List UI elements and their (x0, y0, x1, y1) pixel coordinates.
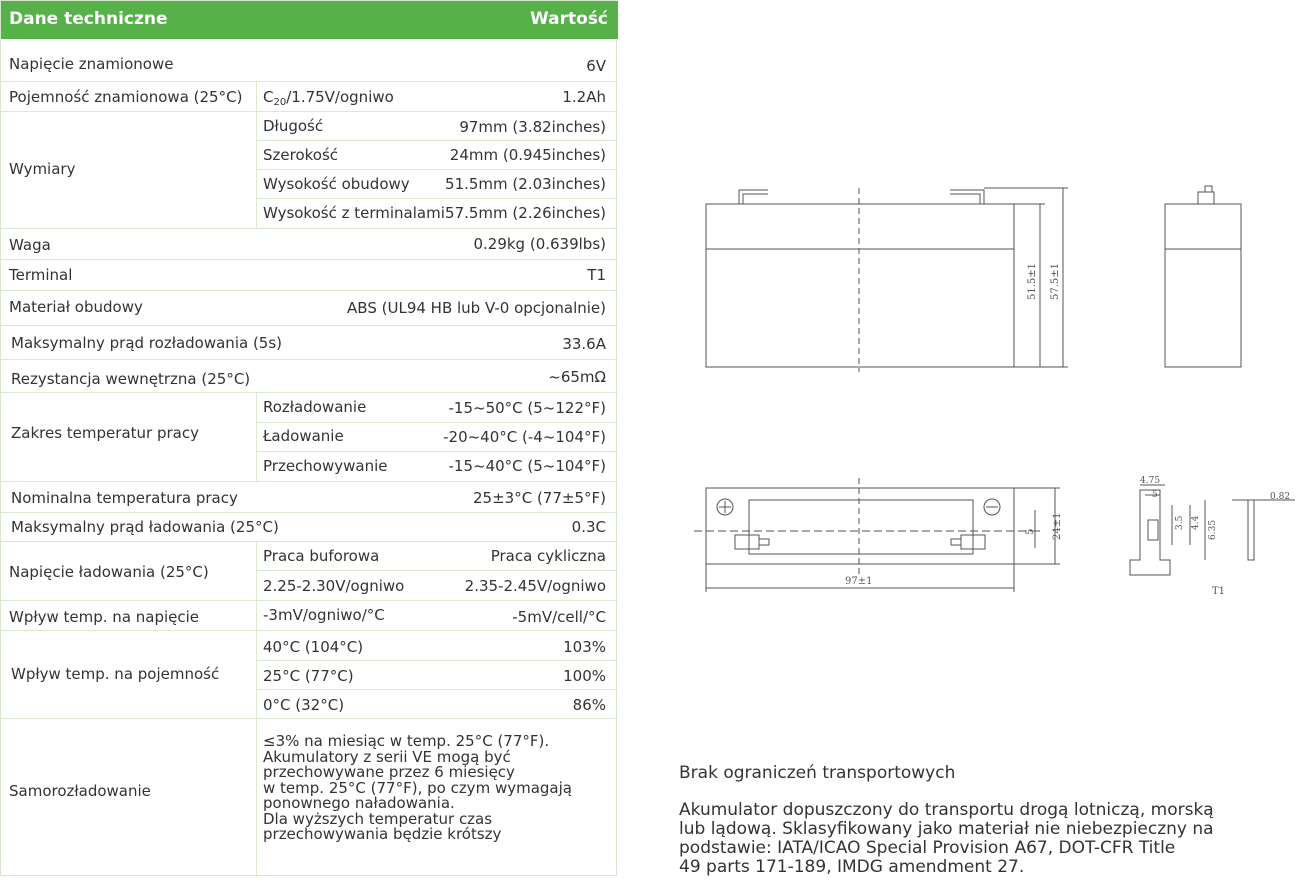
dim-length-text: 97±1 (845, 576, 873, 587)
charge-voltage-label: Napięcie ładowania (25°C) (9, 563, 209, 581)
nominal-temp-label: Nominalna temperatura pracy (11, 489, 238, 507)
capacity-label: Pojemność znamionowa (25°C) (9, 88, 243, 106)
self-discharge-label: Samorozładowanie (9, 782, 151, 800)
temp-discharge-label: Rozładowanie (263, 398, 367, 416)
max-discharge-label: Maksymalny prąd rozładowania (5s) (11, 334, 283, 352)
temp-voltage-float: -3mV/ogniwo/°C (263, 606, 385, 624)
dim-case-height-label: Wysokość obudowy (263, 175, 410, 193)
max-charge-value: 0.3C (571, 518, 606, 536)
dim-terminal-offset-text: 5 (1025, 528, 1036, 535)
dim-total-height-label: Wysokość z terminalami (263, 204, 445, 222)
dim-width-text: 24±1 (1052, 512, 1063, 540)
self-discharge-text: ≤3% na miesiąc w temp. 25°C (77°F). Akumulatory z serii VE mogą być przechowywane przez 6 miesięcy w temp. 25°C (77°F), po czym wymagają ponownego naładowania. Dla wyższych temperatur czas przechowywania będzie krótszy (263, 732, 572, 843)
dim-width-label: Szerokość (263, 146, 339, 164)
max-charge-label: Maksymalny prąd ładowania (25°C) (11, 518, 279, 536)
float-head: Praca buforowa (263, 547, 380, 565)
dim-width-value: 24mm (0.945inches) (449, 146, 606, 164)
temp-storage-label: Przechowywanie (263, 457, 388, 475)
dim-length-label: Długość (263, 117, 324, 135)
cyclic-head: Praca cykliczna (490, 547, 606, 565)
term-b-text: 3.5 (1175, 515, 1185, 530)
temp-voltage-label: Wpływ temp. na napięcie (9, 608, 200, 626)
cyclic-value: 2.35-2.45V/ogniwo (464, 577, 606, 595)
header-right: Wartość (529, 9, 608, 29)
temp-cap-40-value: 103% (563, 638, 606, 656)
front-view-body (706, 204, 1014, 367)
temp-cap-40-label: 40°C (104°C) (263, 638, 364, 656)
dim-case-height-value: 51.5mm (2.03inches) (445, 175, 606, 193)
term-c-text: 4.4 (1191, 515, 1201, 530)
term-label-text: T1 (1212, 586, 1226, 597)
dim-height-case-text: 51.5±1 (1027, 262, 1038, 300)
dim-total-height-value: 57.5mm (2.26inches) (445, 204, 606, 222)
case-material-value: ABS (UL94 HB lub V-0 opcjonalnie) (347, 299, 606, 317)
term-h-text: 6.35 (1208, 519, 1218, 540)
transport-title: Brak ograniczeń transportowych (679, 763, 956, 783)
temp-voltage-cyclic: -5mV/cell/°C (512, 608, 606, 626)
temp-cap-0-label: 0°C (32°C) (263, 696, 345, 714)
temp-range-label: Zakres temperatur pracy (11, 424, 199, 442)
temp-charge-value: -20~40°C (-4~104°F) (443, 428, 606, 446)
nominal-voltage-label: Napięcie znamionowe (9, 55, 174, 73)
temp-charge-label: Ładowanie (263, 427, 344, 445)
nominal-temp-value: 25±3°C (77±5°F) (473, 489, 606, 507)
top-view-body (706, 488, 1014, 564)
term-width-text: 4.75 (1140, 476, 1161, 486)
header-left: Dane techniczne (9, 9, 168, 29)
internal-resistance-value: ~65mΩ (548, 368, 606, 386)
capacity-value: 1.2Ah (562, 88, 606, 106)
dim-height-total-text: 57.5±1 (1050, 262, 1061, 300)
side-view-body (1165, 204, 1241, 367)
terminal-detail (1130, 490, 1170, 575)
temp-storage-value: -15~40°C (5~104°F) (448, 457, 606, 475)
temp-cap-0-value: 86% (572, 696, 606, 714)
temp-capacity-label: Wpływ temp. na pojemność (11, 665, 220, 683)
term-a-text: 5 (1152, 490, 1158, 500)
terminal-value: T1 (587, 266, 606, 284)
weight-value: 0.29kg (0.639lbs) (473, 235, 606, 253)
temp-cap-25-value: 100% (563, 667, 606, 685)
term-thickness-text: 0.82 (1270, 492, 1291, 502)
dim-length-value: 97mm (3.82inches) (459, 118, 606, 136)
case-material-label: Materiał obudowy (9, 298, 143, 316)
temp-cap-25-label: 25°C (77°C) (263, 667, 354, 685)
weight-label: Waga (9, 236, 51, 254)
capacity-condition: $C_{20}/1.75V$/ogniwo (263, 88, 394, 108)
temp-discharge-value: -15~50°C (5~122°F) (448, 399, 606, 417)
transport-text: Akumulator dopuszczony do transportu drogą lotniczą, morską lub lądową. Sklasyfikowany jako materiał nie niebezpieczny na podstawie: IATA/ICAO Special Provision A67, DOT-CFR Title 49 parts 171-189, IMDG amendment 27. (679, 800, 1214, 877)
max-discharge-value: 33.6A (562, 335, 606, 353)
nominal-voltage-value: 6V (586, 57, 606, 75)
float-value: 2.25-2.30V/ogniwo (263, 577, 405, 595)
dimensions-label: Wymiary (9, 160, 76, 178)
terminal-label: Terminal (9, 266, 73, 284)
internal-resistance-label: Rezystancja wewnętrzna (25°C) (11, 370, 251, 388)
